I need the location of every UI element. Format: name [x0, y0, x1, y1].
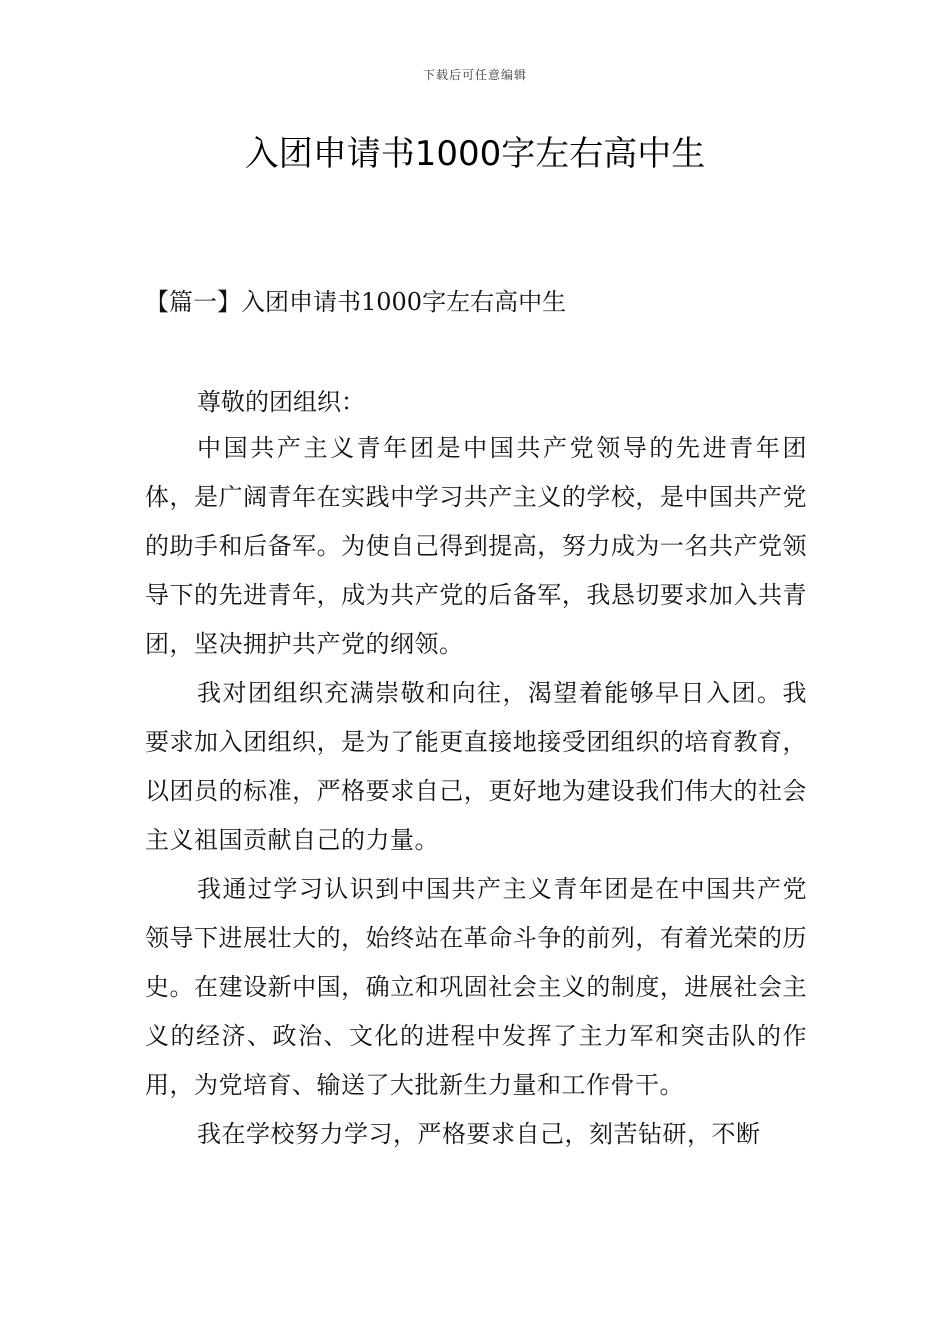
- header-note: 下载后可任意编辑: [422, 68, 527, 82]
- document-title: 入团申请书1000字左右高中生: [244, 134, 706, 174]
- paragraph-4: 我在学校努力学习，严格要求自己，刻苦钻研，不断: [197, 1120, 761, 1148]
- section-heading: 【篇一】入团申请书1000字左右高中生: [145, 288, 567, 316]
- paragraph-3: 我通过学习认识到中国共产主义青年团是在中国共产党领导下进展壮大的，始终站在革命斗争的前列，有着光荣的历史。在建设新中国，确立和巩固社会主义的制度，进展社会主义的经济、政治、文化的进程中发挥了主力军和突击队的作用，为党培育、输送了大批新生力量和工作骨干。: [145, 875, 807, 1099]
- paragraph-2: 我对团组织充满崇敬和向往，渴望着能够早日入团。我要求加入团组织，是为了能更直接地接受团组织的培育教育，以团员的标准，严格要求自己，更好地为建设我们伟大的社会主义祖国贡献自己的力量。: [145, 679, 807, 854]
- body-text: [145, 424, 807, 1159]
- paragraph-1: 中国共产主义青年团是中国共产党领导的先进青年团体，是广阔青年在实践中学习共产主义的学校，是中国共产党的助手和后备军。为使自己得到提高，努力成为一名共产党领导下的先进青年，成为共产党的后备军，我恳切要求加入共青团，坚决拥护共产党的纲领。: [145, 434, 807, 658]
- salutation: 尊敬的团组织：: [197, 388, 365, 416]
